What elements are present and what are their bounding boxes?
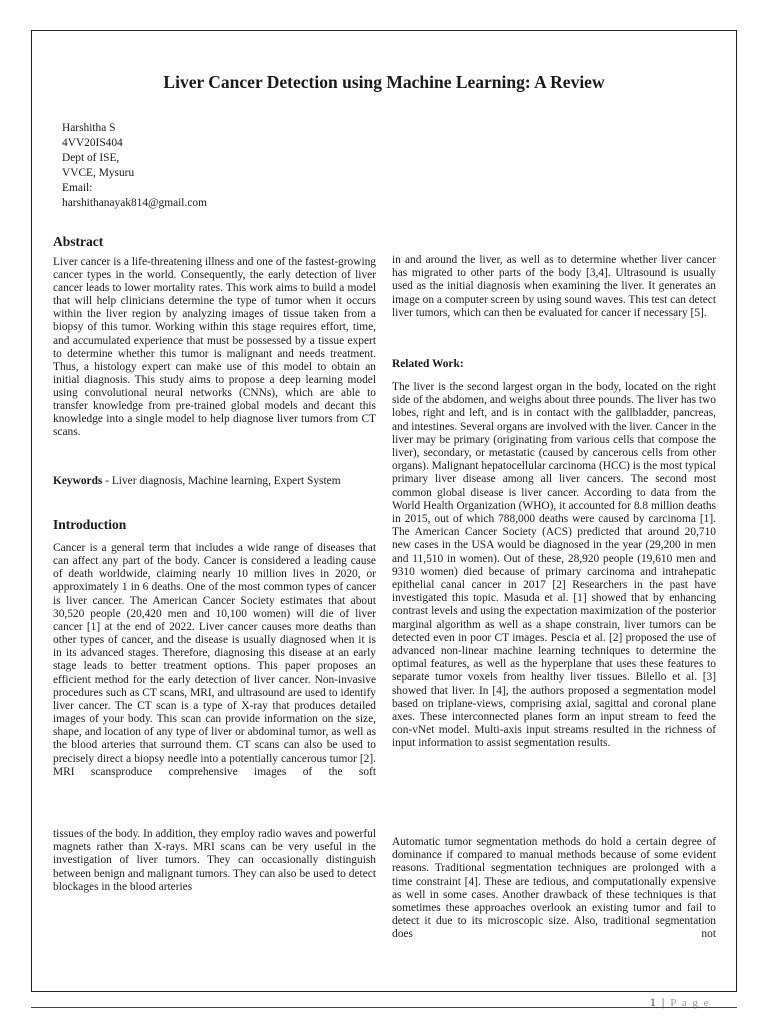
related-work-para-1: The liver is the second largest organ in the body, located on the right side of the abdomen, and weighs about three pounds. The liver has two lobes, right and left, and is in contact with the gallbladder, pancreas, and intestines. Several organs are involved with the liver. Cancer in the liver may be primary (originating from various cells that compose the liver), secondary, or metastatic (caused by cancerous cells from other organs). Malignant hepatocellular carcinoma (HCC) is the most typical primary liver disease among all liver cancers. The second most common global disease is liver cancer. According to data from the World Health Organization (WHO), it accounted for 8.8 million deaths in 2015, out of which 788,000 deaths were caused by carcinoma [1]. The American Cancer Society (ACS) predicted that around 20,710 new cases in the USA would be diagnosed in the year (29,200 in men and 11,510 in women). Out of these, 28,920 people (19,610 men and 9310 women) died because of primary carcinoma and intrahepatic epithelial canal cancer in 2017 [2] Researchers in the past have investigated this topic. Masuda et al. [1] showed that by enhancing contrast levels and using the expectation maximization of the posterior marginal algorithm as well as a shape constrain, liver tumors can be detected even in poor CT images. Pescia et al. [2] proposed the use of advanced non-linear machine learning techniques to determine the optimal features, as well as the hyperplane that uses these features to separate tumor voxels from healthy liver tissues. Bilello et al. [3] showed that liver. In [4], the authors proposed a segmentation model based on triplane-views, comprising axial, sagittal and coronal plane axes. These interconnected planes form an input stream to feed the con-vNet model. Multi-axis input streams resulted in the richness of input information to assist segmentation results. <box>392 381 717 750</box>
introduction-heading: Introduction <box>53 517 127 532</box>
abstract-heading: Abstract <box>53 234 104 249</box>
abstract-text: Liver cancer is a life-threatening illness and one of the fastest-growing cancer types in the world. Consequently, the early detection of liver cancer leads to lower mortality rates. This work aims to build a model that will help clinicians determine the type of tumor when it occurs within the liver region by analyzing images of tissue taken from a biopsy of this tumor. Working within this stage requires effort, time, and accumulated experience that must be possessed by a tissue expert to determine whether this tumor is malignant and needs treatment. Thus, a histology expert can make use of this model to obtain an initial diagnosis. This study aims to propose a deep learning model using convolutional neural networks (CNNs), which are able to transfer knowledge from pre-trained global models and decant this knowledge into a single model to help diagnose liver tumors from CT scans. <box>53 256 376 439</box>
author-email: harshithanayak814@gmail.com <box>62 197 207 209</box>
author-email-label: Email: <box>62 182 93 194</box>
author-usn: 4VV20IS404 <box>62 137 123 149</box>
footer-rule <box>31 1007 737 1008</box>
author-dept: Dept of ISE, <box>62 152 120 164</box>
keywords-label: Keywords <box>53 475 103 487</box>
related-work-para-2: Automatic tumor segmentation methods do hold a certain degree of dominance if compared to manual methods because of some evident reasons. Traditional segmentation techniques are prolonged with a time constraint [4]. These are tedious, and computationally expensive as well in some cases. Another drawback of these techniques is that sometimes these approaches overlook an existing tumor and fail to detect it due to its microscopic size. Also, traditional segmentation does not <box>392 836 716 941</box>
author-name: Harshitha S <box>62 122 116 134</box>
introduction-para-2: tissues of the body. In addition, they employ radio waves and powerful magnets rather than X-rays. MRI scans can be very useful in the investigation of liver tumors. They can occasionally distinguish between benign and malignant tumors. They can also be used to detect blockages in the blood arteries <box>53 828 376 893</box>
paper-title: Liver Cancer Detection using Machine Learning: A Review <box>163 72 605 92</box>
author-college: VVCE, Mysuru <box>62 167 135 179</box>
continued-paragraph: in and around the liver, as well as to determine whether liver cancer has migrated to other parts of the body [3,4]. Ultrasound is usually used as the initial diagnosis when examining the liver. It generates an image on a computer screen by using sound waves. This test can detect liver tumors, which can then be evaluated for cancer if necessary [5]. <box>392 254 717 319</box>
author-block <box>62 121 207 211</box>
keywords-line <box>53 475 376 488</box>
page-separator: | <box>661 995 666 1009</box>
related-work-heading: Related Work: <box>392 358 464 370</box>
page-number: 1 <box>649 995 658 1009</box>
introduction-para-1: Cancer is a general term that includes a wide range of diseases that can affect any part of the body. Cancer is considered a leading cause of death worldwide, claiming nearly 10 million lives in 2020, or approximately 1 in 6 deaths. One of the most common types of cancer is liver cancer. The American Cancer Society estimates that about 30,520 people (20,420 men and 10,100 women) will die of liver cancer [1] at the end of 2022. Liver cancer causes more deaths than other types of cancer, and the disease is usually diagnosed when it is in its advanced stages. Therefore, diagnosing this disease at an early stage leads to better treatment options. This paper proposes an efficient method for the early detection of liver cancer. Non-invasive procedures such as CT scans, MRI, and ultrasound are used to identify liver cancer. The CT scan is a type of X-ray that produces detailed images of your body. This scan can provide information on the size, shape, and location of any type of liver or abdominal tumor, as well as the blood arteries that surround them. CT scans can also be used to precisely direct a biopsy needle into a potentially cancerous tumor [2]. MRI scansproduce comprehensive images of the soft <box>53 542 376 778</box>
keywords-text: - Liver diagnosis, Machine learning, Expert System <box>102 475 341 487</box>
page-label: P a g e <box>670 997 710 1009</box>
